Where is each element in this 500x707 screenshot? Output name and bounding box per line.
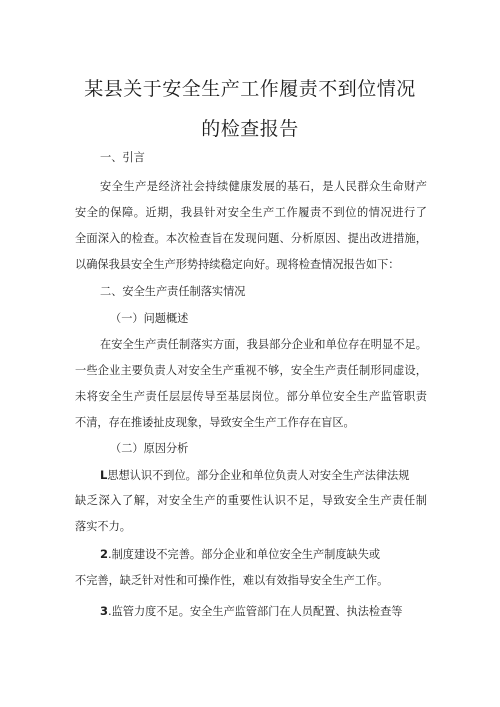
document-title-line2: 的检查报告 — [201, 118, 299, 140]
section-heading-2: 二、安全生产责任制落实情况 — [100, 285, 246, 298]
section-heading-intro: 一、引言 — [100, 151, 145, 164]
paragraph-line: 不清，存在推诿扯皮现象，导致安全生产工作存在盲区。 — [75, 416, 355, 429]
list-number: 2 — [100, 547, 109, 561]
paragraph-line: 在安全生产责任制落实方面，我县部分企业和单位存在明显不足。 — [100, 338, 427, 351]
subsection-heading-1: （一）问题概述 — [110, 312, 189, 325]
paragraph-line: 安全的保障。近期，我县针对安全生产工作履责不到位的情况进行了 — [75, 206, 427, 219]
paragraph-line: .监管力度不足。安全生产监管部门在人员配置、执法检查等 — [108, 605, 403, 618]
paragraph-line: 不完善，缺乏针对性和可操作性，难以有效指导安全生产工作。 — [75, 574, 389, 587]
paragraph-line: 思想认识不到位。部分企业和单位负责人对安全生产法律法规 — [107, 469, 410, 482]
paragraph-line: 安全生产是经济社会持续健康发展的基石，是人民群众生命财产 — [100, 180, 427, 193]
paragraph-line: .制度建设不完善。部分企业和单位安全生产制度缺失或 — [108, 548, 381, 561]
list-item-cause-1 — [100, 467, 427, 484]
paragraph-line: 落实不力。 — [75, 520, 131, 533]
paragraph-line: 全面深入的检查。本次检查旨在发现问题、分析原因、提出改进措施， — [75, 232, 427, 245]
paragraph-line: 以确保我县安全生产形势持续稳定向好。现将检查情况报告如下： — [75, 258, 400, 271]
paragraph-line: 一些企业主要负责人对安全生产重视不够，安全生产责任制形同虚设， — [75, 364, 427, 377]
list-number: 3 — [100, 604, 109, 618]
list-number: L — [100, 468, 108, 482]
document-title-line1: 某县关于安全生产工作履责不到位情况 — [84, 78, 416, 100]
list-item-cause-2 — [100, 546, 427, 563]
list-item-cause-3 — [100, 603, 427, 620]
paragraph-line: 缺乏深入了解，对安全生产的重要性认识不足，导致安全生产责任制 — [75, 494, 427, 507]
paragraph-line: 未将安全生产责任层层传导至基层岗位。部分单位安全生产监管职责 — [75, 390, 427, 403]
subsection-heading-2: （二）原因分析 — [110, 442, 189, 455]
